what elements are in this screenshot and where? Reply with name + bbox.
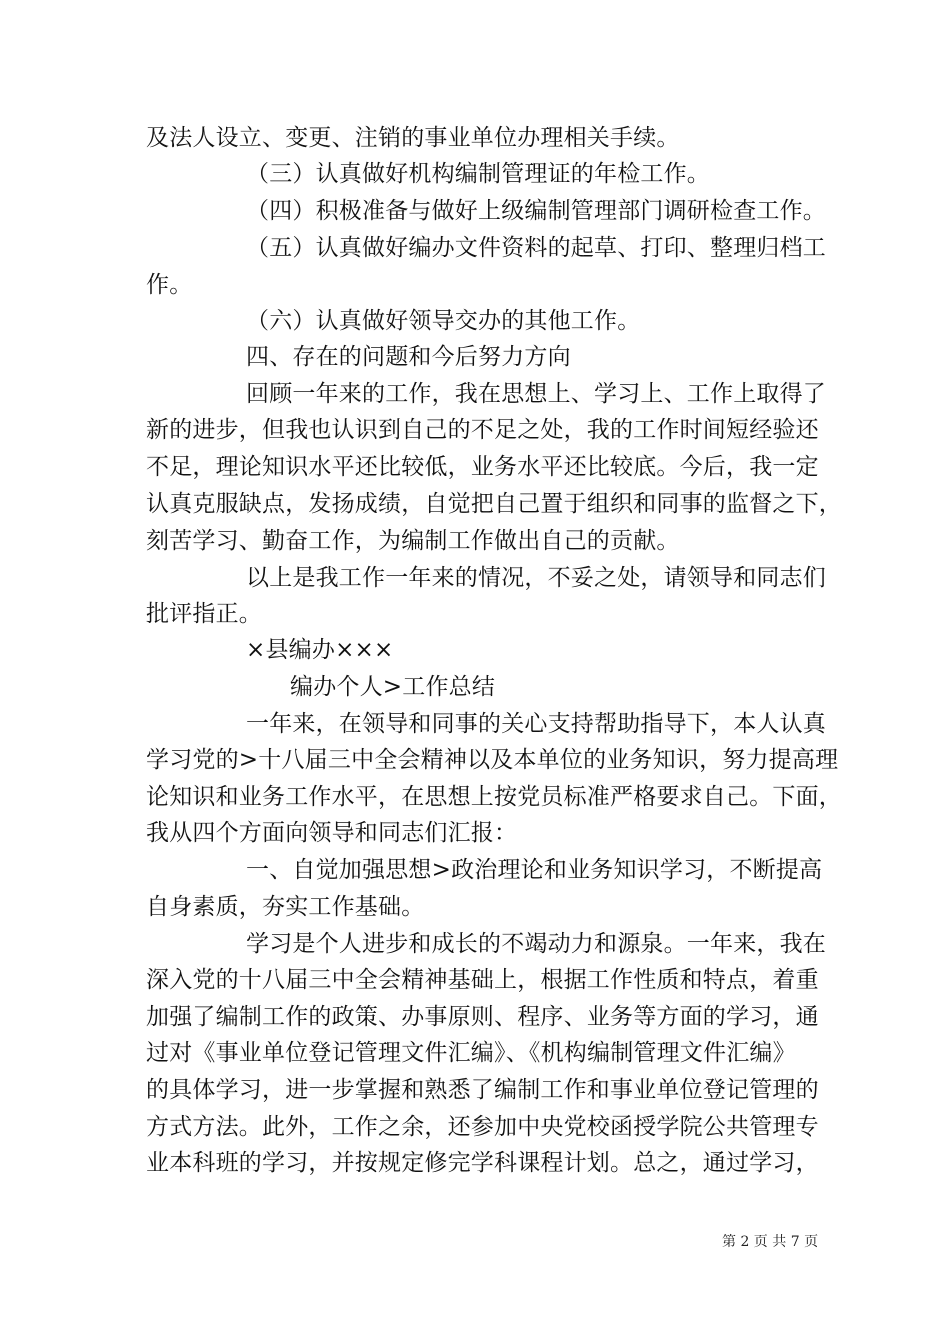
section-heading: 一、自觉加强思想>政治理论和业务知识学习，不断提高 <box>246 857 823 883</box>
text-line: 新的进步，但我也认识到自己的不足之处，我的工作时间短经验还 <box>146 417 819 443</box>
text-line: 一年来，在领导和同事的关心支持帮助指导下，本人认真 <box>246 711 826 737</box>
text-line: 批评指正。 <box>146 601 262 627</box>
text-line: 过对《事业单位登记管理文件汇编》、《机构编制管理文件汇编》 <box>146 1040 796 1066</box>
signature-line: ×县编办××× <box>246 637 394 663</box>
page-number: 第 2 页 共 7 页 <box>722 1234 819 1250</box>
text-line: （六）认真做好领导交办的其他工作。 <box>246 308 641 334</box>
text-line: 作。 <box>146 272 193 298</box>
text-line: 以上是我工作一年来的情况，不妥之处，请领导和同志们 <box>246 565 826 591</box>
text-line: （五）认真做好编办文件资料的起草、打印、整理归档工 <box>246 235 826 261</box>
text-line: 回顾一年来的工作，我在思想上、学习上、工作上取得了 <box>246 381 826 407</box>
text-line: （四）积极准备与做好上级编制管理部门调研检查工作。 <box>246 198 826 224</box>
text-line: 自身素质，夯实工作基础。 <box>146 894 425 920</box>
text-line: 认真克服缺点，发扬成绩，自觉把自己置于组织和同事的监督之下， <box>146 491 842 517</box>
text-line: 不足，理论知识水平还比较低，业务水平还比较底。今后，我一定 <box>146 454 819 480</box>
text-line: 业本科班的学习，并按规定修完学科课程计划。总之，通过学习， <box>146 1150 819 1176</box>
text-line: 论知识和业务工作水平，在思想上按党员标准严格要求自己。下面， <box>146 784 842 810</box>
document-title: 编办个人>工作总结 <box>290 674 496 700</box>
text-line: 学习是个人进步和成长的不竭动力和源泉。一年来，我在 <box>246 931 826 957</box>
text-line: （三）认真做好机构编制管理证的年检工作。 <box>246 161 710 187</box>
section-heading: 四、存在的问题和今后努力方向 <box>246 344 571 370</box>
text-line: 我从四个方面向领导和同志们汇报： <box>146 820 518 846</box>
text-line: 学习党的>十八届三中全会精神以及本单位的业务知识，努力提高理 <box>146 747 839 773</box>
text-line: 加强了编制工作的政策、办事原则、程序、业务等方面的学习，通 <box>146 1004 819 1030</box>
text-line: 深入党的十八届三中全会精神基础上，根据工作性质和特点，着重 <box>146 967 819 993</box>
text-line: 方式方法。此外，工作之余，还参加中央党校函授学院公共管理专 <box>146 1114 819 1140</box>
text-line: 及法人设立、变更、注销的事业单位办理相关手续。 <box>146 125 680 151</box>
text-line: 刻苦学习、勤奋工作，为编制工作做出自己的贡献。 <box>146 528 680 554</box>
text-line: 的具体学习，进一步掌握和熟悉了编制工作和事业单位登记管理的 <box>146 1077 819 1103</box>
